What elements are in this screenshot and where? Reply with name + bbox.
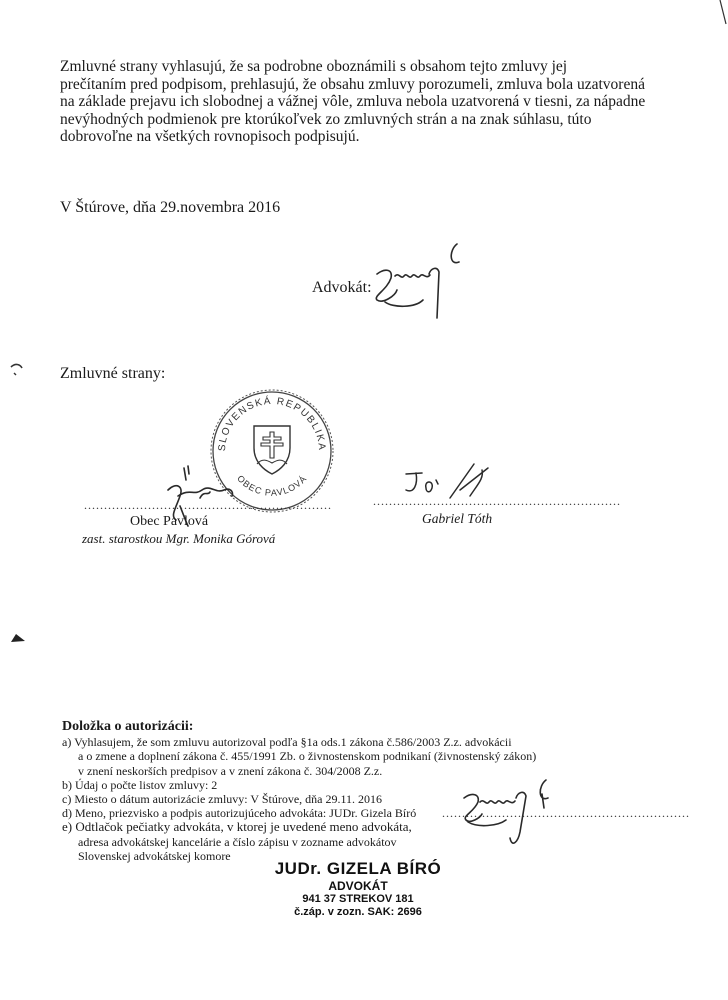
- authorization-line: a o zmene a doplnení zákona č. 455/1991 Zb. o živnostenskom podnikaní (živnostenský zákon): [78, 749, 537, 764]
- authorization-line: e) Odtlačok pečiatky advokáta, v ktorej je uvedené meno advokáta,: [62, 819, 412, 835]
- lawyer-stamp-name: JUDr. GIZELA BÍRÓ: [274, 859, 442, 878]
- party-left-name: Obec Pavlová: [130, 514, 209, 529]
- corner-mark-icon: [700, 0, 728, 30]
- agreement-line: prečítaním pred podpisom, prehlasujú, že obsahu zmluvy porozumeli, zmluva bola uzatvorená: [60, 75, 645, 93]
- agreement-paragraph: [60, 58, 646, 146]
- svg-text:SLOVENSKÁ REPUBLIKA: [217, 394, 327, 452]
- authorization-line: v znení neskorších predpisov a v znení zákona č. 304/2008 Z.z.: [78, 763, 383, 778]
- party-right-name: Gabriel Tóth: [422, 511, 493, 526]
- authorization-line: a) Vyhlasujem, že som zmluvu autorizoval podľa §1a ods.1 zákona č.586/2003 Z.z. advokácii: [62, 735, 512, 750]
- lawyer-stamp-address: 941 37 STREKOV 181: [302, 893, 414, 905]
- advokat-signature: [365, 238, 475, 328]
- lawyer-signature: [450, 776, 560, 866]
- party-right-signature-line: ..............................................................: [373, 494, 621, 508]
- lawyer-signature-line: ..............................................................: [442, 806, 690, 820]
- lawyer-stamp-registration: č.záp. v zozn. SAK: 2696: [294, 906, 422, 918]
- authorization-title: Doložka o autorizácii:: [62, 719, 194, 734]
- agreement-line: nevýhodných podmienok pre ktorúkoľvek zo zmluvných strán a na znak súhlasu, túto: [60, 110, 592, 128]
- authorization-line: d) Meno, priezvisko a podpis autorizujúceho advokáta: JUDr. Gizela Bíró: [62, 806, 417, 821]
- margin-mark-icon: [10, 632, 26, 644]
- parties-label: Zmluvné strany:: [60, 365, 166, 382]
- authorization-line: b) Údaj o počte listov zmluvy: 2: [62, 777, 218, 792]
- party-left-signature-line: ..............................................................: [84, 498, 332, 512]
- authorization-line: c) Miesto o dátum autorizácie zmluvy: V Štúrove, dňa 29.11. 2016: [62, 792, 383, 807]
- agreement-line: Zmluvné strany vyhlasujú, že sa podrobne oboznámili s obsahom tejto zmluvy jej: [60, 58, 568, 75]
- authorization-line: adresa advokátskej kancelárie a číslo zápisu v zozname advokátov: [78, 834, 397, 849]
- seal-bottom-text: OBEC PAVLOVÁ: [235, 473, 309, 498]
- advokat-label: Advokát:: [312, 279, 372, 296]
- authorization-line: Slovenskej advokátskej komore: [78, 848, 231, 863]
- agreement-line: dobrovoľne na všetkých rovnopisoch podpisujú.: [60, 128, 360, 146]
- place-date: V Štúrove, dňa 29.novembra 2016: [60, 199, 281, 216]
- seal-text: SLOVENSKÁ REPUBLIKA: [216, 395, 328, 452]
- margin-mark-icon: [10, 362, 24, 376]
- party-left-role: zast. starostkou Mgr. Monika Górová: [82, 531, 276, 546]
- lawyer-stamp-title: ADVOKÁT: [328, 879, 388, 893]
- agreement-line: na základe prejavu ich slobodnej a vážnej vôle, zmluva nebola uzatvorená v tiesni, za nápadne: [60, 93, 646, 111]
